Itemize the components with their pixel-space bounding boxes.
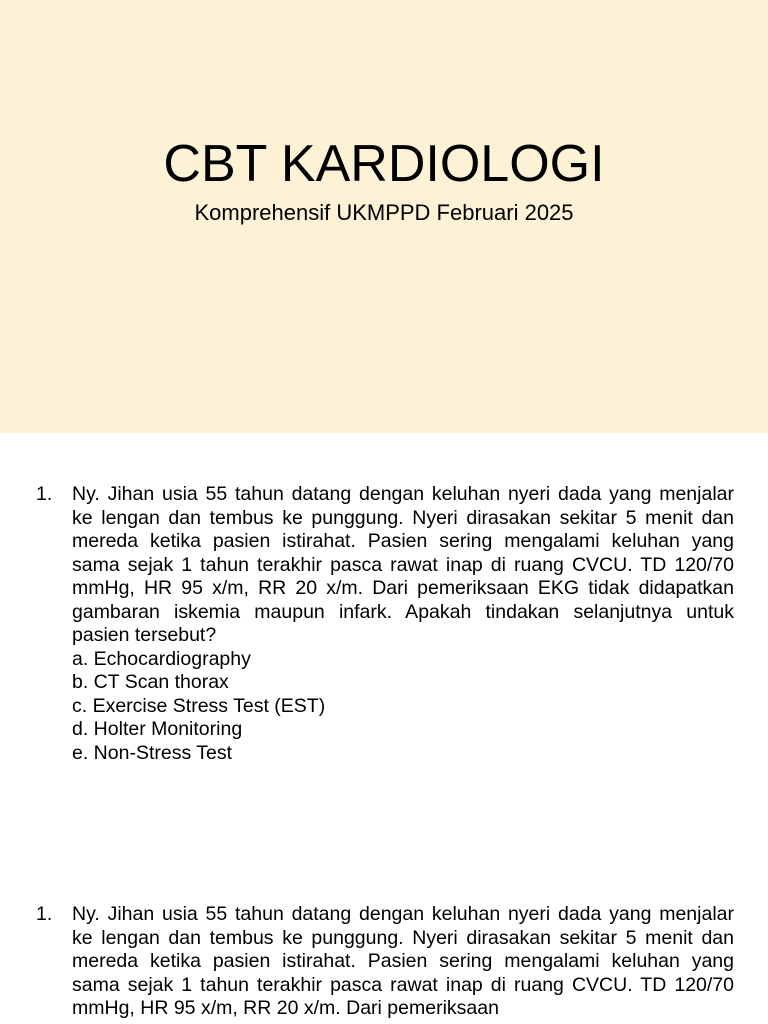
answer-option-c: c. Exercise Stress Test (EST) bbox=[72, 694, 326, 717]
answer-option-e: e. Non-Stress Test bbox=[72, 741, 233, 764]
slide-subtitle: Komprehensif UKMPPD Februari 2025 bbox=[194, 200, 574, 225]
question-text: Ny. Jihan usia 55 tahun datang dengan keluhan nyeri dada yang menjalar ke lengan dan tembus ke punggung. Nyeri dirasakan sekitar 5 menit dan mereda ketika pasien istirahat. Pasien sering mengalami keluhan yang sama sejak 1 tahun terakhir pasca rawat inap di ruang CVCU. TD 120/70 mmHg, HR 95 x/m, RR 20 x/m. Dari pemeriksaan EKG tidak didapatkan gambaran iskemia maupun infark. Apakah tindakan selanjutnya untuk pasien tersebut? bbox=[72, 483, 734, 646]
slide-title: CBT KARDIOLOGI bbox=[163, 135, 605, 193]
question-block bbox=[36, 483, 734, 765]
question-body bbox=[72, 483, 734, 765]
question-block-repeat bbox=[36, 903, 734, 1021]
answer-option-a: a. Echocardiography bbox=[72, 647, 251, 670]
answer-options bbox=[72, 648, 734, 766]
question-number: 1. bbox=[36, 483, 53, 505]
question-body-repeat bbox=[72, 903, 734, 1021]
title-slide bbox=[0, 0, 768, 433]
question-number-repeat: 1. bbox=[36, 903, 53, 925]
answer-option-d: d. Holter Monitoring bbox=[72, 718, 243, 740]
question-slide-repeat bbox=[0, 853, 768, 1024]
question-text-repeat: Ny. Jihan usia 55 tahun datang dengan keluhan nyeri dada yang menjalar ke lengan dan tembus ke punggung. Nyeri dirasakan sekitar 5 menit dan mereda ketika pasien istirahat. Pasien sering mengalami keluhan yang sama sejak 1 tahun terakhir pasca rawat inap di ruang CVCU. TD 120/70 mmHg, HR 95 x/m, RR 20 x/m. Dari pemeriksaan bbox=[72, 903, 734, 1019]
answer-option-b: b. CT Scan thorax bbox=[72, 671, 229, 693]
question-slide bbox=[0, 433, 768, 853]
